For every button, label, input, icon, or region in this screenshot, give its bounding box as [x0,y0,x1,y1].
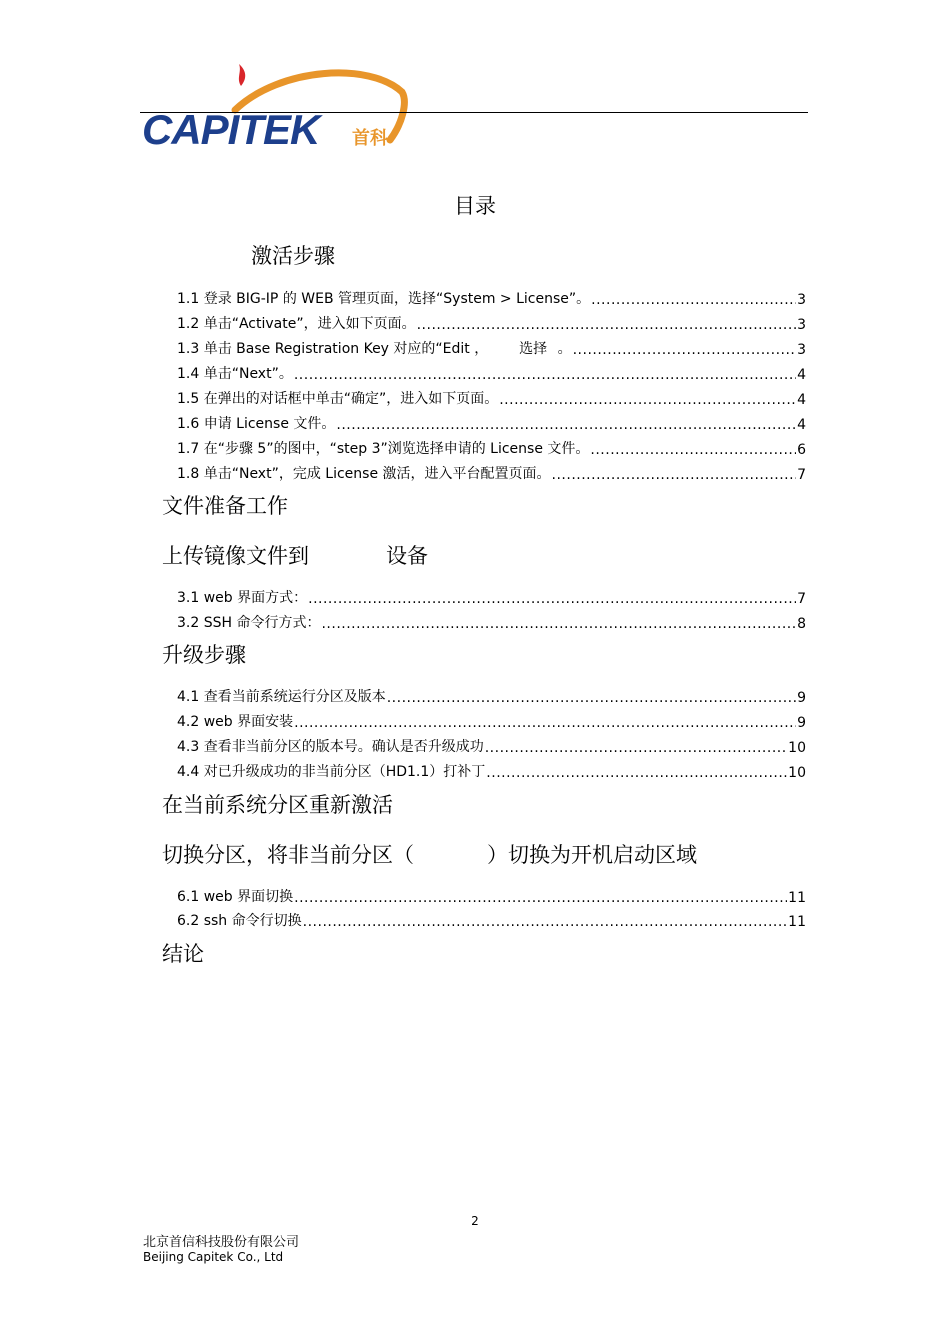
toc-heading-3b: 设备 [386,544,428,568]
toc-heading-6b: ）切换为开机启动区域 [487,843,697,867]
toc-heading-6a: 切换分区，将非当前分区（ [162,843,414,867]
toc-title: 目录 [454,194,496,218]
header-rule [140,112,808,113]
toc-entry-4-4[interactable]: 4.4 对已升级成功的非当前分区（HD1.1）打补丁 ..... 10 [177,759,806,781]
toc-entry-1-3[interactable]: 1.3 单击 Base Registration Key 对应的“Edit ， 选择 。 ..... 3 [177,336,806,358]
toc-heading-2: 文件准备工作 [162,494,288,518]
svg-text:首科: 首科 [352,128,388,149]
toc-heading-4: 升级步骤 [162,643,246,667]
toc-entry-1-8[interactable]: 1.8 单击“Next”，完成 License 激活，进入平台配置页面。 ..... 7 [177,461,806,483]
svg-text:CAPITEK: CAPITEK [142,106,320,152]
toc-entry-4-3[interactable]: 4.3 查看非当前分区的版本号。确认是否升级成功 ..... 10 [177,734,806,756]
toc-entry-4-1[interactable]: 4.1 查看当前系统运行分区及版本 ..... 9 [177,684,806,706]
toc-entry-6-2[interactable]: 6.2 ssh 命令行切换 ..... 11 [177,908,806,930]
toc-heading-1: 激活步骤 [251,244,335,268]
footer-company-en: Beijing Capitek Co., Ltd [143,1250,284,1264]
toc-entry-6-1[interactable]: 6.1 web 界面切换 ..... 11 [177,884,806,906]
toc-entry-3-2[interactable]: 3.2 SSH 命令行方式： ..... 8 [177,610,806,632]
toc-heading-7: 结论 [162,942,204,966]
capitek-logo [140,62,410,152]
toc-entry-1-4[interactable]: 1.4 单击“Next”。 ..... 4 [177,361,806,383]
toc-heading-5: 在当前系统分区重新激活 [162,793,393,817]
toc-heading-3a: 上传镜像文件到 [162,544,309,568]
footer-company-cn: 北京首信科技股份有限公司 [143,1235,300,1250]
toc-entry-1-7[interactable]: 1.7 在“步骤 5”的图中，“step 3”浏览选择申请的 License 文件。 ..... 6 [177,436,806,458]
page-number: 2 [471,1214,479,1228]
toc-entry-4-2[interactable]: 4.2 web 界面安装 ..... 9 [177,709,806,731]
toc-entry-3-1[interactable]: 3.1 web 界面方式： ..... 7 [177,585,806,607]
toc-entry-1-1[interactable]: 1.1 登录 BIG-IP 的 WEB 管理页面，选择“System > License”。 ..... 3 [177,286,806,308]
toc-entry-1-5[interactable]: 1.5 在弹出的对话框中单击“确定”，进入如下页面。 ..... 4 [177,386,806,408]
toc-entry-1-6[interactable]: 1.6 申请 License 文件。 ..... 4 [177,411,806,433]
toc-entry-1-2[interactable]: 1.2 单击“Activate”，进入如下页面。 ..... 3 [177,311,806,333]
